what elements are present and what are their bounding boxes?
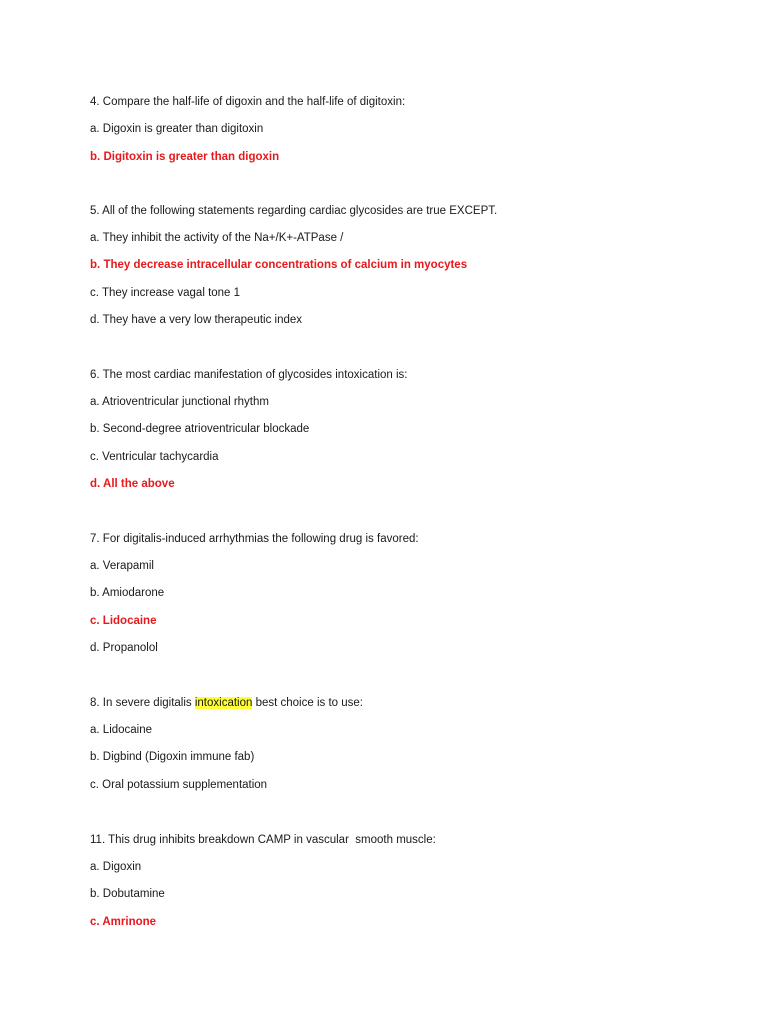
option-text: They decrease intracellular concentrations of calcium in myocytes [103, 259, 468, 271]
option-text: Digitoxin is greater than digoxin [103, 151, 280, 163]
question-number: 5. [90, 205, 100, 217]
question-text-before: In severe digitalis [102, 697, 195, 709]
question-7 [90, 532, 419, 546]
option-text: Dobutamine [102, 888, 165, 900]
question-text [103, 697, 363, 709]
question-number: 4. [90, 96, 100, 108]
answer-option [90, 778, 267, 792]
option-text: All the above [103, 478, 175, 490]
option-label: b. [90, 587, 100, 599]
option-label: b. [90, 888, 100, 900]
option-text: Digoxin is greater than digitoxin [102, 123, 264, 135]
option-label: c. [90, 916, 100, 928]
correct-answer-option [90, 258, 467, 272]
correct-answer-option [90, 614, 156, 628]
option-label: d. [90, 642, 100, 654]
question-text: The most cardiac manifestation of glycosides intoxication is: [102, 369, 408, 381]
option-text: Amrinone [102, 916, 157, 928]
option-label: b. [90, 751, 100, 763]
option-text: They have a very low therapeutic index [102, 314, 303, 326]
question-text-after: best choice is to use: [252, 697, 363, 709]
option-text: Atrioventricular junctional rhythm [102, 396, 269, 408]
question-number: 6. [90, 369, 100, 381]
option-label: c. [90, 287, 99, 299]
question-text: Compare the half-life of digoxin and the half-life of digitoxin: [102, 96, 406, 108]
answer-option [90, 450, 219, 464]
question-number: 11. [90, 834, 106, 846]
option-text: Lidocaine [102, 615, 157, 627]
correct-answer-option [90, 915, 156, 929]
question-8 [90, 696, 363, 710]
option-label: a. [90, 396, 100, 408]
answer-option [90, 313, 302, 327]
question-number: 8. [90, 697, 100, 709]
correct-answer-option [90, 150, 279, 164]
option-label: b. [90, 151, 101, 163]
option-text: Verapamil [102, 560, 154, 572]
option-label: a. [90, 724, 100, 736]
answer-option [90, 887, 165, 901]
question-11 [90, 833, 436, 847]
question-4 [90, 95, 405, 109]
answer-option [90, 559, 154, 573]
answer-option [90, 723, 152, 737]
question-6 [90, 368, 407, 382]
answer-option [90, 395, 269, 409]
answer-option [90, 586, 164, 600]
highlighted-word: intoxication [194, 697, 253, 709]
option-label: a. [90, 861, 100, 873]
option-text: Digoxin [102, 861, 142, 873]
option-label: a. [90, 560, 100, 572]
option-text: Ventricular tachycardia [102, 451, 219, 463]
option-label: c. [90, 779, 99, 791]
option-label: a. [90, 232, 100, 244]
answer-option [90, 286, 240, 300]
answer-option [90, 122, 263, 136]
question-text: This drug inhibits breakdown CAMP in vascular smooth muscle: [108, 834, 436, 846]
question-text: For digitalis-induced arrhythmias the following drug is favored: [102, 533, 419, 545]
option-text: They inhibit the activity of the Na+/K+-ATPase / [102, 232, 344, 244]
option-label: c. [90, 615, 100, 627]
question-text: All of the following statements regarding cardiac glycosides are true EXCEPT. [102, 205, 498, 217]
option-label: c. [90, 451, 99, 463]
answer-option [90, 231, 343, 245]
option-text: Oral potassium supplementation [102, 779, 268, 791]
option-text: Digbind (Digoxin immune fab) [102, 751, 255, 763]
option-text: Lidocaine [102, 724, 153, 736]
option-label: b. [90, 259, 101, 271]
question-number: 7. [90, 533, 100, 545]
option-label: d. [90, 478, 101, 490]
answer-option [90, 641, 158, 655]
option-text: Amiodarone [102, 587, 165, 599]
option-text: They increase vagal tone 1 [101, 287, 241, 299]
correct-answer-option [90, 477, 175, 491]
option-label: b. [90, 423, 100, 435]
answer-option [90, 750, 254, 764]
answer-option [90, 422, 309, 436]
answer-option [90, 860, 141, 874]
question-5 [90, 204, 497, 218]
option-text: Second-degree atrioventricular blockade [102, 423, 310, 435]
option-text: Propanolol [102, 642, 158, 654]
option-label: a. [90, 123, 100, 135]
option-label: d. [90, 314, 100, 326]
